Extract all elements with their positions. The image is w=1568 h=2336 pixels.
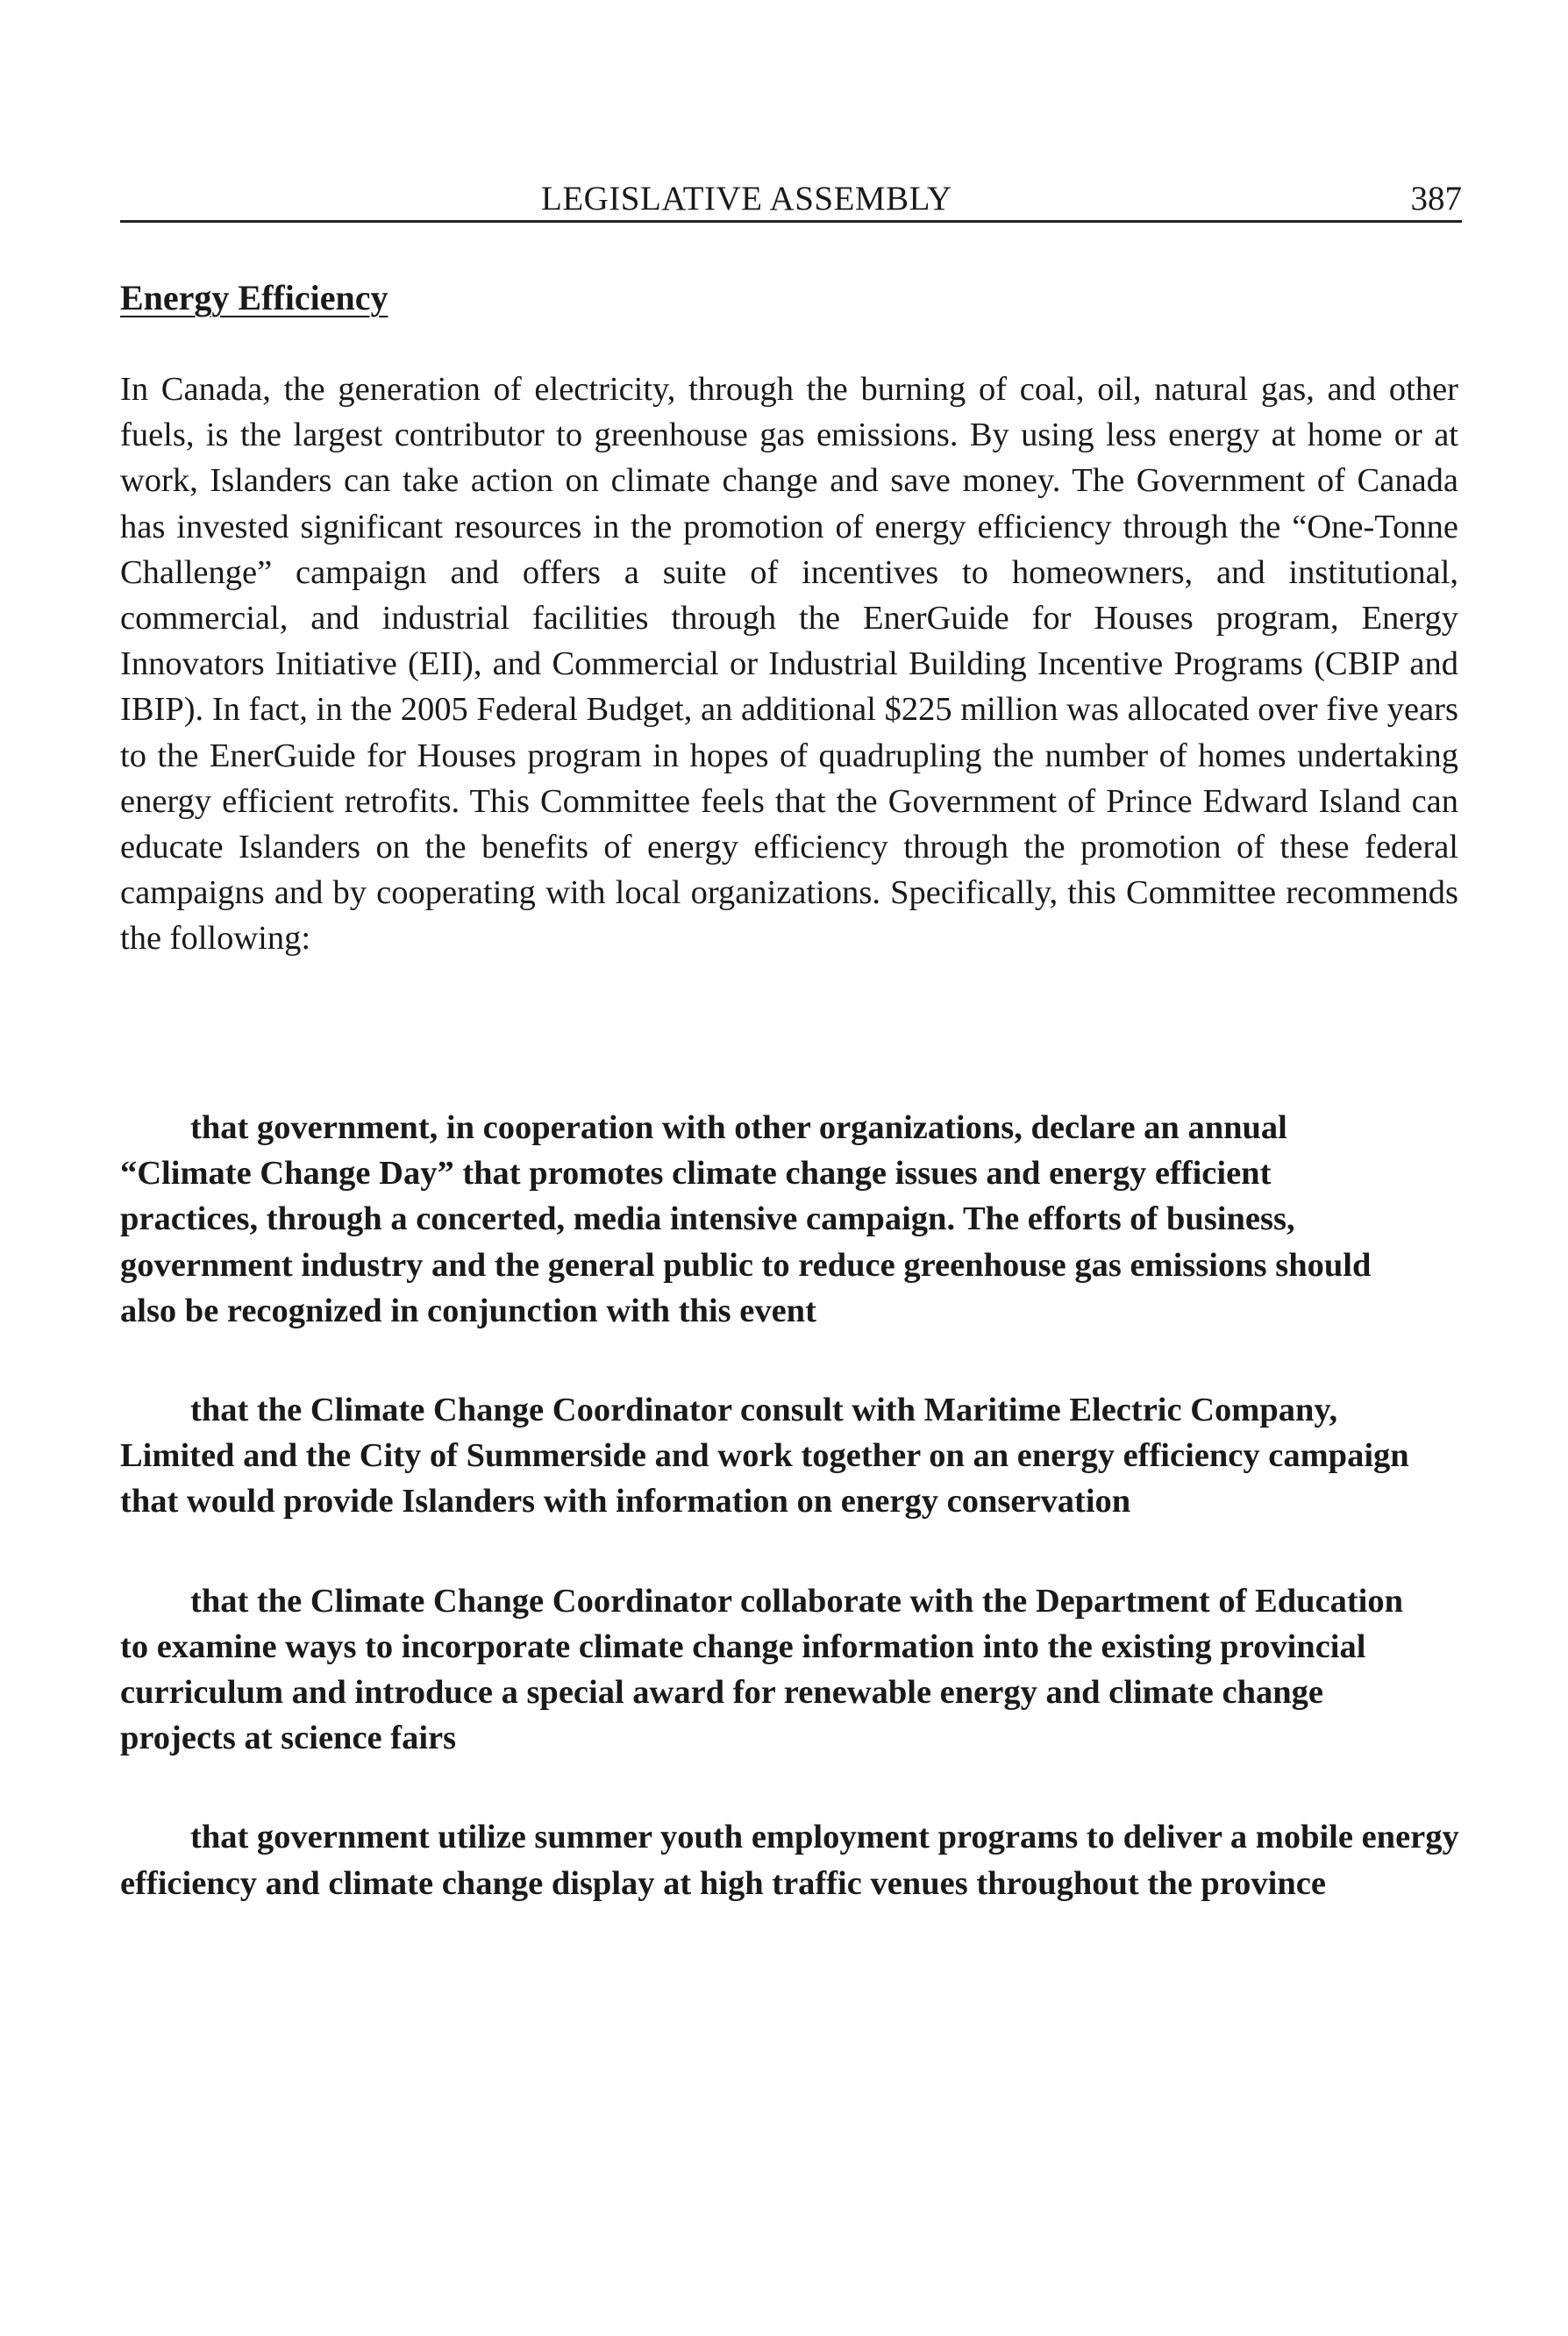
page-number: 387 — [1410, 180, 1462, 217]
recommendation-mobile-display: that government utilize summer youth employment programs to deliver a mobile energy efficiency and climate change display at high traffic venues throughout the province — [120, 1819, 1459, 1902]
section-heading: Energy Efficiency — [120, 278, 388, 317]
header-rule — [120, 220, 1462, 223]
recommendation-list — [120, 1105, 1462, 1960]
running-title: LEGISLATIVE ASSEMBLY — [541, 180, 952, 217]
body-paragraph: In Canada, the generation of electricity, through the burning of coal, oil, natural gas, and other fuels, is the largest contributor to greenhouse gas emissions. By using less energy at home or at work, Islanders can take action on climate change and save money. The Government of Canada has invested significant resources in the promotion of energy efficiency through the “One-Tonne Challenge” campaign and offers a suite of incentives to homeowners, and institutional, commercial, and industrial facilities through the EnerGuide for Houses program, Energy Innovators Initiative (EII), and Commercial or Industrial Building Incentive Programs (CBIP and IBIP). In fact, in the 2005 Federal Budget, an additional $225 million was allocated over five years to the EnerGuide for Houses program in hopes of quadrupling the number of homes undertaking energy efficient retrofits. This Committee feels that the Government of Prince Edward Island can educate Islanders on the benefits of energy efficiency through the promotion of these federal campaigns and by cooperating with local organizations. Specifically, this Committee recommends the following: — [120, 371, 1458, 958]
recommendation-curriculum: that the Climate Change Coordinator collaborate with the Department of Education to examine ways to incorporate climate change information into the existing provincial curriculum and introduce a special award for renewable energy and climate change projects at science fairs — [120, 1582, 1404, 1757]
running-header — [120, 172, 1462, 224]
recommendation-climate-change-day: that government, in cooperation with other organizations, declare an annual “Climate Change Day” that promotes climate change issues and energy efficient practices, through a concerted, media intensive campaign. The efforts of business, government industry and the general public to reduce greenhouse gas emissions should also be recognized in conjunction with this event — [120, 1109, 1372, 1329]
recommendation-energy-campaign: that the Climate Change Coordinator consult with Maritime Electric Company, Limited and the City of Summerside and work together on an energy efficiency campaign that would provide Islanders with information on energy conservation — [120, 1392, 1409, 1521]
